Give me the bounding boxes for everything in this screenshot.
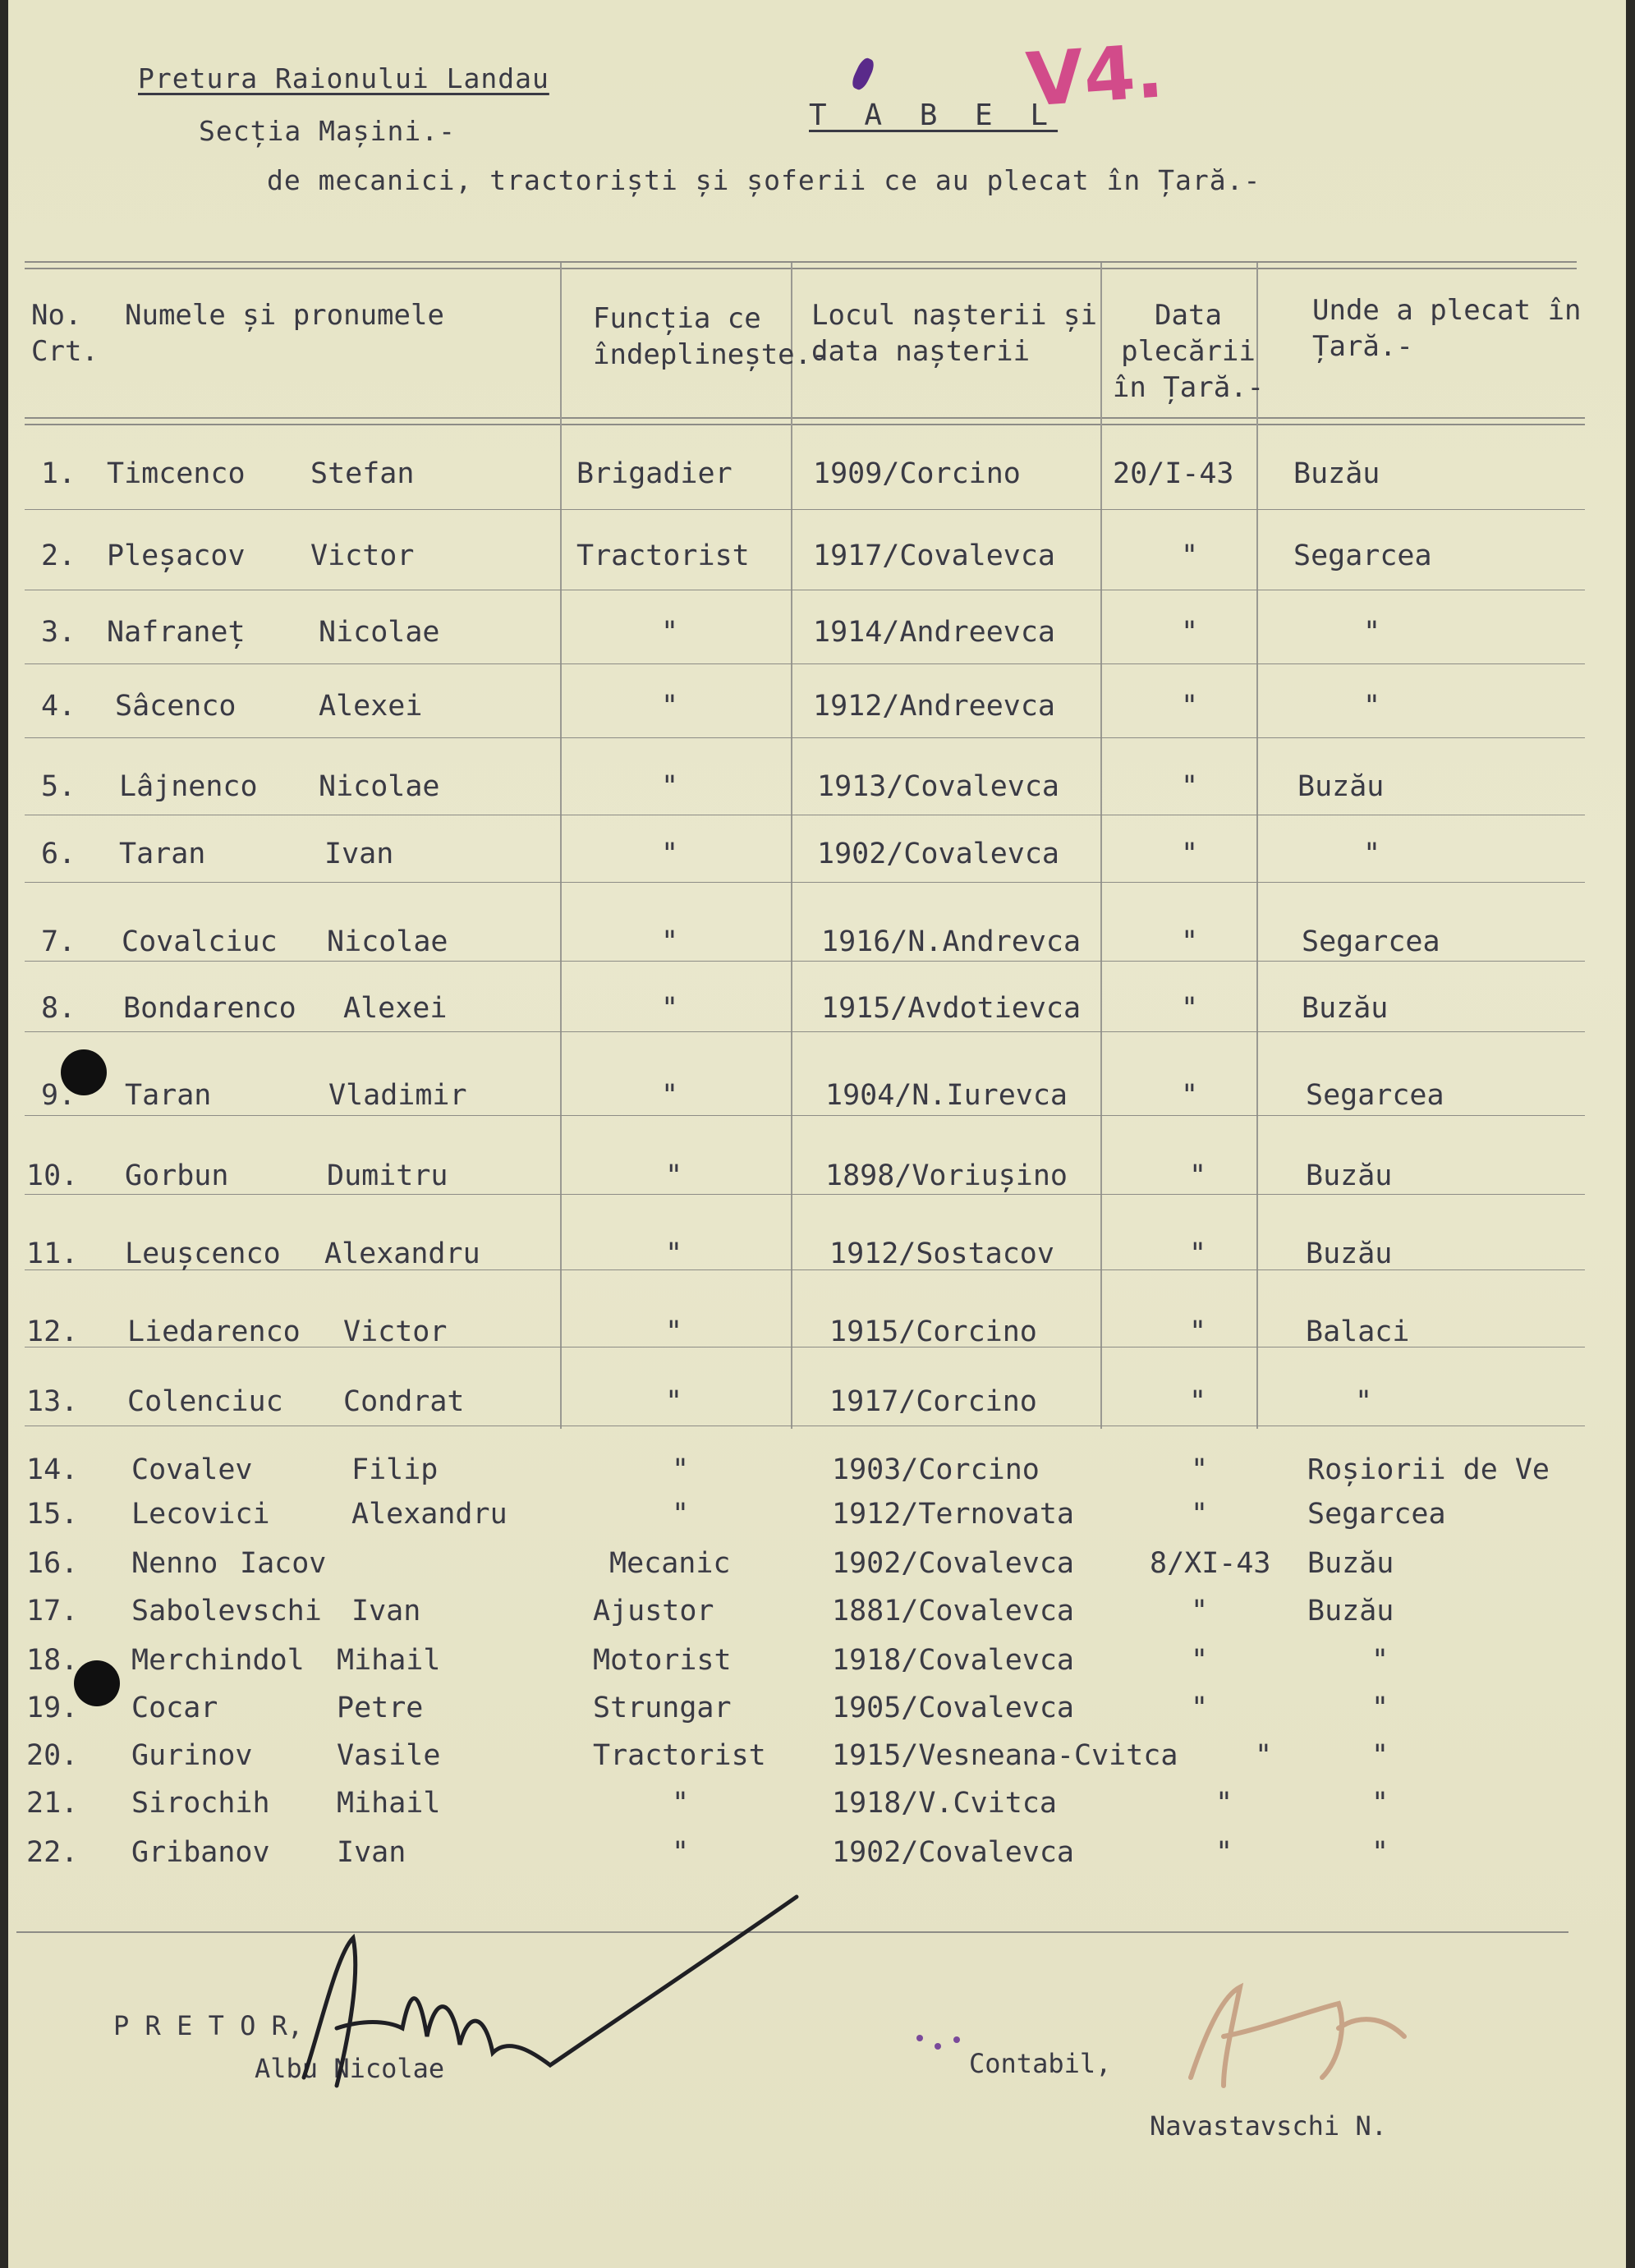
row-function: " — [661, 616, 679, 649]
table-row — [8, 1452, 1626, 1501]
row-destination: " — [1371, 1787, 1389, 1820]
row-given-name: Alexandru — [351, 1498, 507, 1531]
row-departure: " — [1181, 838, 1199, 870]
header-name: Numele și pronumele — [125, 299, 444, 332]
row-number: 9. — [41, 1079, 76, 1112]
row-number: 20. — [26, 1739, 79, 1772]
row-surname: Taran — [119, 838, 206, 870]
row-birth: 1898/Voriușino — [825, 1159, 1068, 1192]
row-birth: 1912/Andreevca — [813, 690, 1056, 723]
row-departure: " — [1191, 1595, 1209, 1628]
row-function: " — [672, 1453, 690, 1486]
row-destination: Buzău — [1293, 457, 1380, 490]
row-number: 22. — [26, 1836, 79, 1869]
ink-mark — [849, 56, 876, 92]
row-departure: " — [1255, 1739, 1273, 1772]
table-top-rule — [25, 261, 1577, 263]
row-number: 4. — [41, 690, 76, 723]
row-given-name: Victor — [343, 1315, 448, 1348]
row-given-name: Ivan — [324, 838, 394, 870]
row-function: " — [661, 770, 679, 803]
prefect-signature-image — [287, 1889, 813, 2102]
header-function: Funcția ce îndeplinește.- — [593, 302, 829, 371]
row-surname: Liedarenco — [127, 1315, 301, 1348]
row-number: 2. — [41, 539, 76, 572]
header-nr: No. Crt. — [31, 299, 99, 368]
row-given-name: Iacov — [240, 1547, 327, 1580]
row-function: " — [661, 925, 679, 958]
row-birth: 1912/Sostacov — [829, 1237, 1054, 1270]
row-function: Tractorist — [593, 1739, 766, 1772]
document-subtitle: de mecanici, tractoriști și șoferii ce au plecat în Țară.- — [267, 164, 1261, 196]
row-given-name: Nicolae — [319, 616, 440, 649]
row-function: " — [661, 992, 679, 1025]
row-destination: " — [1363, 616, 1381, 649]
row-surname: Sâcenco — [115, 690, 237, 723]
row-birth: 1914/Andreevca — [813, 616, 1056, 649]
table-row — [8, 1593, 1626, 1642]
row-destination: Segarcea — [1302, 925, 1440, 958]
row-given-name: Nicolae — [327, 925, 448, 958]
row-destination: Buzău — [1306, 1159, 1393, 1192]
table-row — [8, 924, 1626, 973]
ink-dots — [912, 2028, 969, 2061]
row-departure: " — [1215, 1836, 1233, 1869]
table-row — [8, 836, 1626, 885]
row-departure: " — [1191, 1644, 1209, 1677]
row-number: 5. — [41, 770, 76, 803]
row-given-name: Vasile — [337, 1739, 441, 1772]
row-departure: " — [1181, 616, 1199, 649]
table-row — [8, 1314, 1626, 1363]
row-birth: 1904/N.Iurevca — [825, 1079, 1068, 1112]
accountant-title: Contabil, — [969, 2048, 1112, 2079]
row-number: 15. — [26, 1498, 79, 1531]
row-number: 12. — [26, 1315, 79, 1348]
row-surname: Leușcenco — [125, 1237, 281, 1270]
row-number: 10. — [26, 1159, 79, 1192]
row-given-name: Ivan — [337, 1836, 406, 1869]
row-birth: 1902/Covalevca — [817, 838, 1060, 870]
row-birth: 1916/N.Andrevca — [821, 925, 1082, 958]
table-row — [8, 1545, 1626, 1595]
accountant-signature-image — [1174, 1979, 1421, 2094]
row-given-name: Alexandru — [324, 1237, 480, 1270]
office-name: Pretura Raionului Landau — [138, 62, 549, 94]
row-number: 6. — [41, 838, 76, 870]
row-departure: " — [1191, 1498, 1209, 1531]
row-number: 21. — [26, 1787, 79, 1820]
row-surname: Gorbun — [125, 1159, 229, 1192]
row-given-name: Alexei — [343, 992, 448, 1025]
row-surname: Nafraneț — [107, 616, 246, 649]
table-row — [8, 769, 1626, 818]
row-departure: " — [1181, 539, 1199, 572]
row-birth: 1903/Corcino — [832, 1453, 1040, 1486]
row-birth: 1917/Covalevca — [813, 539, 1056, 572]
header-bottom-rule — [25, 417, 1585, 419]
row-destination: " — [1363, 690, 1381, 723]
row-number: 8. — [41, 992, 76, 1025]
row-birth: 1918/V.Cvitca — [832, 1787, 1057, 1820]
row-departure: " — [1215, 1787, 1233, 1820]
row-given-name: Petre — [337, 1692, 424, 1724]
row-function: " — [661, 690, 679, 723]
table-row — [8, 538, 1626, 587]
row-function: Ajustor — [593, 1595, 714, 1628]
row-departure: 20/I-43 — [1113, 457, 1234, 490]
row-function: " — [665, 1237, 683, 1270]
row-departure: " — [1181, 992, 1199, 1025]
prefect-title: P R E T O R, — [113, 2010, 304, 2041]
row-birth: 1913/Covalevca — [817, 770, 1060, 803]
row-destination: Buzău — [1297, 770, 1385, 803]
header-departure: Data plecării în Țară.- — [1112, 299, 1265, 404]
row-given-name: Stefan — [310, 457, 415, 490]
row-function: " — [672, 1836, 690, 1869]
row-function: Motorist — [593, 1644, 732, 1677]
header-bottom-rule-2 — [25, 424, 1585, 425]
row-departure: " — [1189, 1159, 1207, 1192]
row-given-name: Vladimir — [328, 1079, 467, 1112]
table-row — [8, 1642, 1626, 1692]
table-row — [8, 990, 1626, 1040]
row-function: Tractorist — [576, 539, 750, 572]
table-row — [8, 1077, 1626, 1127]
row-number: 3. — [41, 616, 76, 649]
row-given-name: Condrat — [343, 1385, 465, 1418]
table-row — [8, 1384, 1626, 1433]
row-function: " — [665, 1315, 683, 1348]
row-departure: " — [1181, 690, 1199, 723]
row-birth: 1915/Avdotievca — [821, 992, 1082, 1025]
row-birth: 1915/Corcino — [829, 1315, 1037, 1348]
document-title: T A B E L — [809, 99, 1059, 132]
row-destination: Balaci — [1306, 1315, 1410, 1348]
row-surname: Covalev — [131, 1453, 253, 1486]
row-surname: Gurinov — [131, 1739, 253, 1772]
row-function: " — [665, 1385, 683, 1418]
row-given-name: Ivan — [351, 1595, 421, 1628]
prefect-name: Albu Nicolae — [255, 2053, 445, 2084]
row-destination: Segarcea — [1293, 539, 1432, 572]
row-birth: 1912/Ternovata — [832, 1498, 1075, 1531]
row-departure: " — [1189, 1237, 1207, 1270]
row-surname: Timcenco — [107, 457, 246, 490]
row-birth: 1902/Covalevca — [832, 1836, 1075, 1869]
row-rule — [25, 663, 1585, 664]
row-number: 14. — [26, 1453, 79, 1486]
row-number: 1. — [41, 457, 76, 490]
row-function: " — [661, 838, 679, 870]
row-surname: Colenciuc — [127, 1385, 283, 1418]
table-row — [8, 1738, 1626, 1787]
row-destination: " — [1371, 1739, 1389, 1772]
table-row — [8, 1236, 1626, 1285]
row-given-name: Mihail — [337, 1787, 441, 1820]
row-destination: Roșiorii de Ve — [1307, 1453, 1550, 1486]
row-given-name: Alexei — [319, 690, 423, 723]
row-birth: 1917/Corcino — [829, 1385, 1037, 1418]
handwritten-annotation: V4. — [1023, 28, 1166, 124]
row-number: 17. — [26, 1595, 79, 1628]
header-destination: Unde a plecat în Țară.- — [1312, 294, 1582, 363]
table-row — [8, 1785, 1626, 1834]
row-birth: 1909/Corcino — [813, 457, 1021, 490]
row-departure: " — [1191, 1453, 1209, 1486]
row-number: 18. — [26, 1644, 79, 1677]
row-destination: " — [1363, 838, 1381, 870]
row-number: 11. — [26, 1237, 79, 1270]
row-surname: Gribanov — [131, 1836, 270, 1869]
accountant-name: Navastavschi N. — [1150, 2110, 1387, 2142]
row-destination: Segarcea — [1307, 1498, 1446, 1531]
table-top-rule-2 — [25, 268, 1577, 269]
row-surname: Sirochih — [131, 1787, 270, 1820]
row-destination: Buzău — [1307, 1547, 1394, 1580]
row-surname: Bondarenco — [123, 992, 296, 1025]
row-destination: " — [1355, 1385, 1373, 1418]
table-row — [8, 688, 1626, 737]
row-destination: Buzău — [1302, 992, 1389, 1025]
row-destination: Buzău — [1307, 1595, 1394, 1628]
row-function: " — [672, 1498, 690, 1531]
row-rule — [25, 737, 1585, 738]
row-function: Brigadier — [576, 457, 733, 490]
row-given-name: Victor — [310, 539, 415, 572]
row-surname: Pleșacov — [107, 539, 246, 572]
row-birth: 1918/Covalevca — [832, 1644, 1075, 1677]
row-surname: Sabolevschi — [131, 1595, 322, 1628]
row-given-name: Nicolae — [319, 770, 440, 803]
header-birth: Locul nașterii și data nașterii — [811, 299, 1097, 368]
row-departure: " — [1181, 770, 1199, 803]
row-destination: Buzău — [1306, 1237, 1393, 1270]
row-function: " — [661, 1079, 679, 1112]
row-number: 7. — [41, 925, 76, 958]
row-surname: Nenno — [131, 1547, 218, 1580]
section-name: Secția Mașini.- — [199, 115, 457, 147]
row-birth: 1881/Covalevca — [832, 1595, 1075, 1628]
row-birth: 1905/Covalevca — [832, 1692, 1075, 1724]
row-destination: " — [1371, 1644, 1389, 1677]
table-row — [8, 1834, 1626, 1884]
row-given-name: Dumitru — [327, 1159, 448, 1192]
row-surname: Lâjnenco — [119, 770, 258, 803]
row-departure: " — [1189, 1315, 1207, 1348]
row-function: " — [665, 1159, 683, 1192]
document-page — [8, 0, 1626, 2268]
row-given-name: Filip — [351, 1453, 439, 1486]
row-departure: " — [1181, 925, 1199, 958]
row-destination: " — [1371, 1692, 1389, 1724]
table-row — [8, 1158, 1626, 1207]
row-surname: Merchindol — [131, 1644, 305, 1677]
row-function: Mecanic — [609, 1547, 731, 1580]
row-departure: " — [1189, 1385, 1207, 1418]
row-destination: Segarcea — [1306, 1079, 1444, 1112]
row-surname: Lecovici — [131, 1498, 270, 1531]
table-row — [8, 1690, 1626, 1739]
row-number: 16. — [26, 1547, 79, 1580]
table-row — [8, 1496, 1626, 1545]
row-surname: Cocar — [131, 1692, 218, 1724]
row-departure: " — [1181, 1079, 1199, 1112]
row-birth: 1915/Vesneana-Cvitca — [832, 1739, 1178, 1772]
row-birth: 1902/Covalevca — [832, 1547, 1075, 1580]
row-surname: Taran — [125, 1079, 212, 1112]
row-rule — [25, 509, 1585, 510]
row-destination: " — [1371, 1836, 1389, 1869]
row-surname: Covalciuc — [122, 925, 278, 958]
row-number: 13. — [26, 1385, 79, 1418]
table-row — [8, 456, 1626, 505]
row-departure: " — [1191, 1692, 1209, 1724]
row-function: Strungar — [593, 1692, 732, 1724]
row-function: " — [672, 1787, 690, 1820]
table-row — [8, 614, 1626, 663]
row-given-name: Mihail — [337, 1644, 441, 1677]
row-departure: 8/XI-43 — [1150, 1547, 1271, 1580]
row-number: 19. — [26, 1692, 79, 1724]
